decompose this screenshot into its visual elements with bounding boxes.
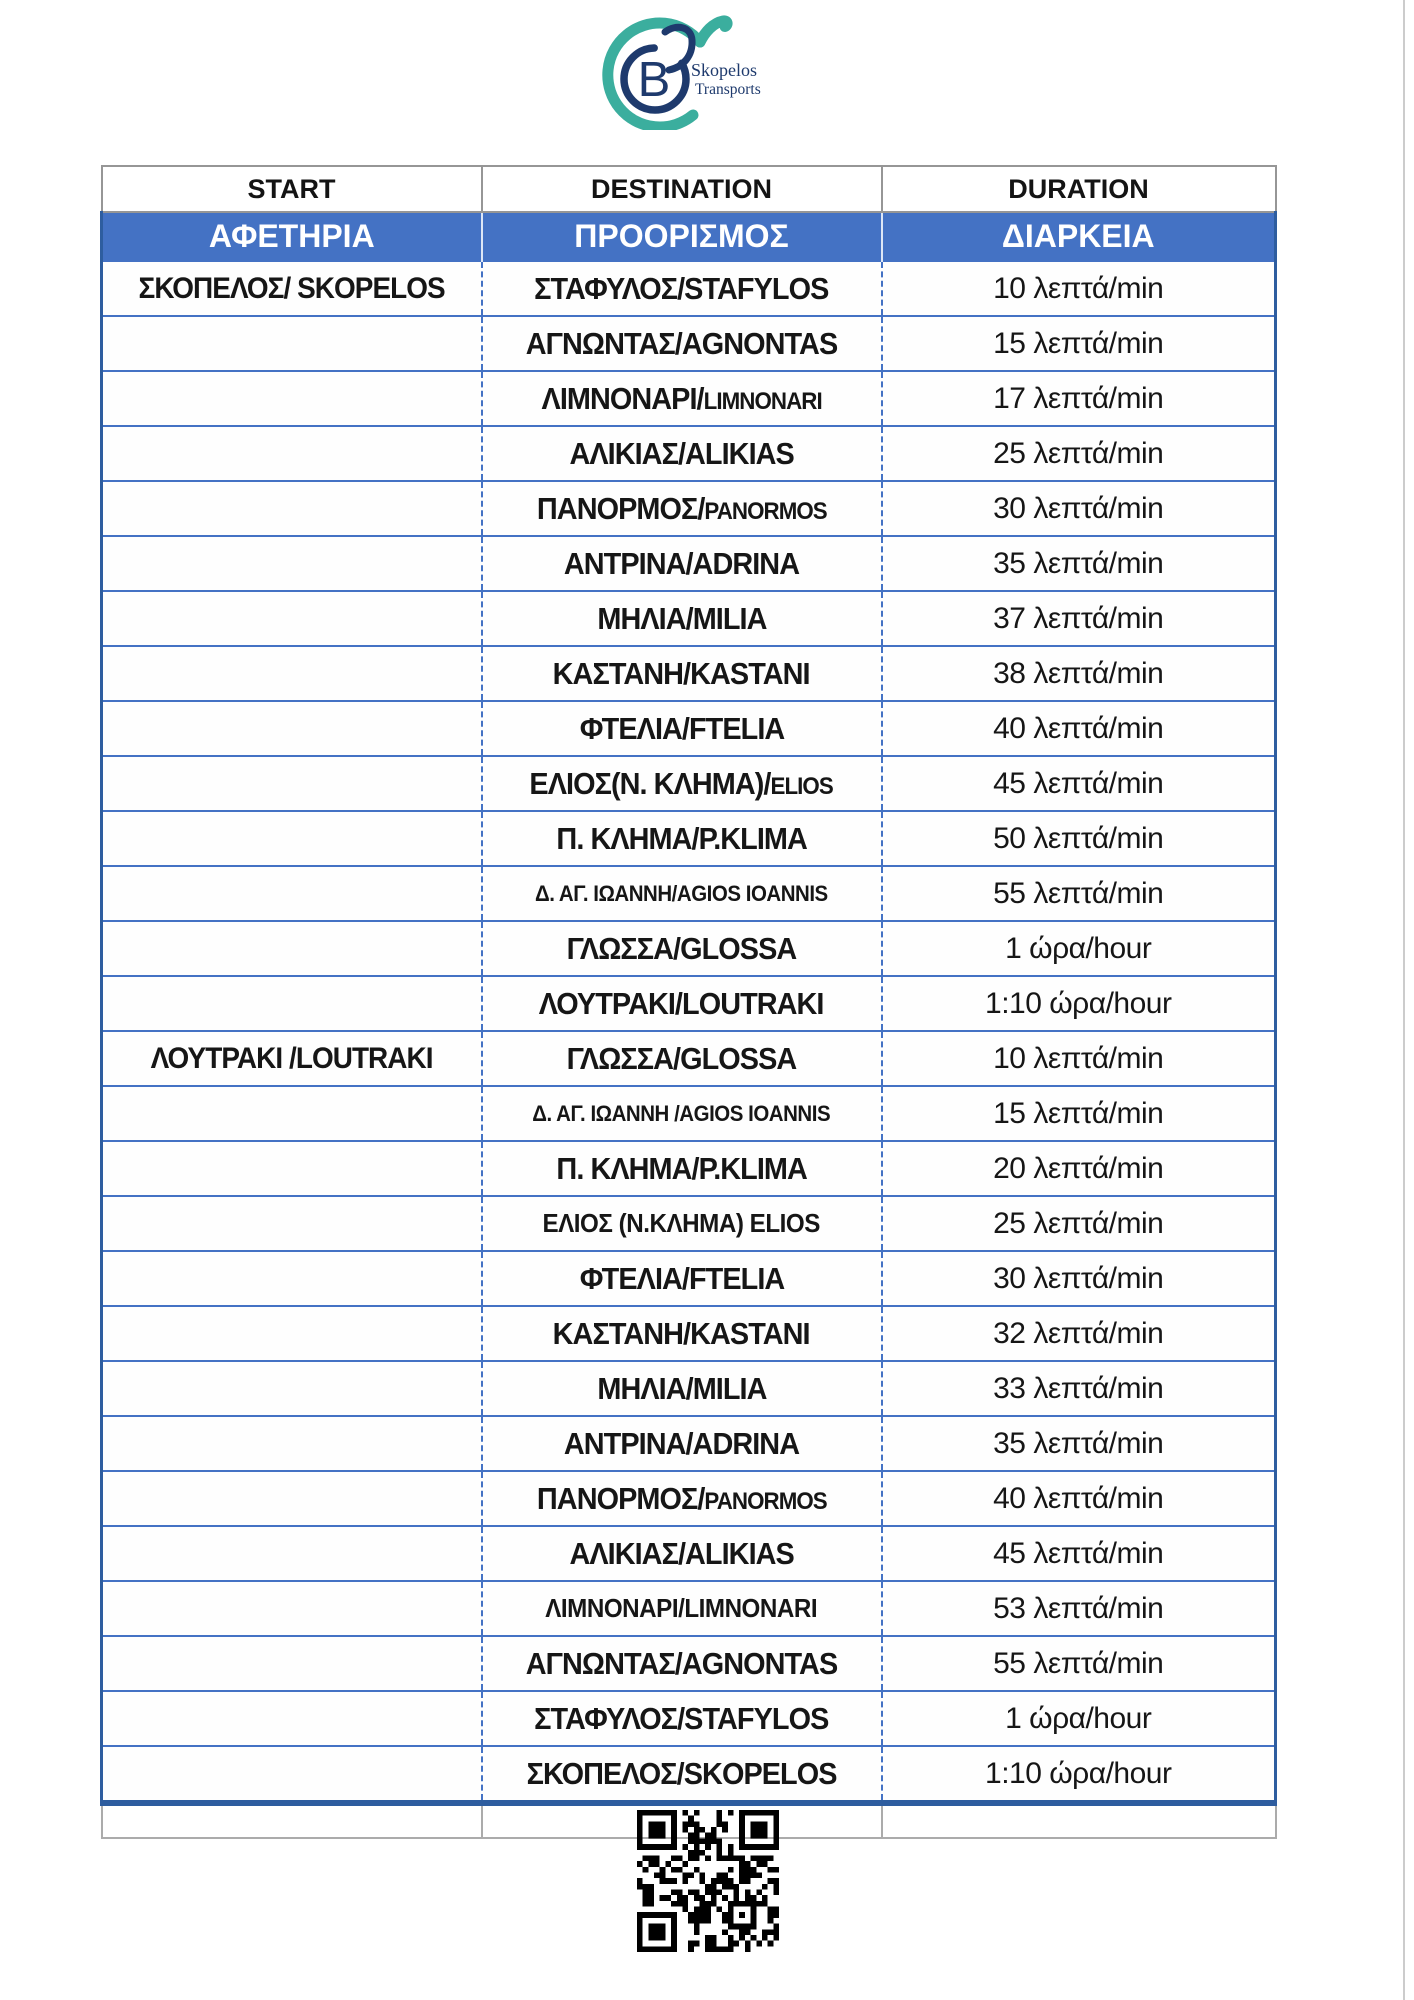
destination-cell: ΛΟΥΤΡΑΚΙ/LOUTRAKI <box>482 976 882 1031</box>
table-row <box>102 1471 1276 1526</box>
duration-cell: 10 λεπτά/min <box>882 261 1276 316</box>
start-cell <box>102 866 482 921</box>
duration-cell: 50 λεπτά/min <box>882 811 1276 866</box>
duration-cell: 40 λεπτά/min <box>882 701 1276 756</box>
start-cell <box>102 536 482 591</box>
destination-cell: ΚΑΣΤΑΝΗ/KASTANI <box>482 1306 882 1361</box>
destination-cell: Δ. ΑΓ. ΙΩΑΝΝΗ/AGIOS IOANNIS <box>482 866 882 921</box>
start-cell: ΣΚΟΠΕΛΟΣ/ SKOPELOS <box>102 261 482 316</box>
destination-cell: ΕΛΙΟΣ(Ν. ΚΛΗΜΑ)/ELIOS <box>482 756 882 811</box>
destination-cell: ΑΓΝΩΝΤΑΣ/AGNONTAS <box>482 316 882 371</box>
table-row <box>102 536 1276 591</box>
destination-cell: ΑΛΙΚΙΑΣ/ALIKIAS <box>482 1526 882 1581</box>
start-cell <box>102 1306 482 1361</box>
destination-cell: Δ. ΑΓ. ΙΩΑΝΝΗ /AGIOS IOANNIS <box>482 1086 882 1141</box>
table-row <box>102 866 1276 921</box>
start-cell <box>102 1691 482 1746</box>
col-header-duration: DURATION <box>882 166 1276 212</box>
duration-cell: 37 λεπτά/min <box>882 591 1276 646</box>
table-row <box>102 1251 1276 1306</box>
table-row <box>102 1691 1276 1746</box>
table-row <box>102 1416 1276 1471</box>
duration-cell: 53 λεπτά/min <box>882 1581 1276 1636</box>
destination-cell: Π. ΚΛΗΜΑ/P.KLIMA <box>482 1141 882 1196</box>
empty-cell <box>882 1803 1276 1838</box>
brand-name-line1: Skopelos <box>691 60 758 80</box>
table-row <box>102 646 1276 701</box>
duration-cell: 30 λεπτά/min <box>882 481 1276 536</box>
duration-cell: 35 λεπτά/min <box>882 1416 1276 1471</box>
destination-cell: ΑΛΙΚΙΑΣ/ALIKIAS <box>482 426 882 481</box>
table-row <box>102 1196 1276 1251</box>
duration-cell: 1:10 ώρα/hour <box>882 1746 1276 1803</box>
duration-cell: 40 λεπτά/min <box>882 1471 1276 1526</box>
destination-cell: ΠΑΝΟΡΜΟΣ/PANORMOS <box>482 1471 882 1526</box>
duration-cell: 45 λεπτά/min <box>882 756 1276 811</box>
destination-cell: ΜΗΛΙΑ/MILIA <box>482 1361 882 1416</box>
col-header-proorismos: ΠΡΟΟΡΙΣΜΟΣ <box>482 212 882 261</box>
table-row <box>102 1636 1276 1691</box>
destination-cell: ΛΙΜΝΟΝΑΡΙ/LIMNONARI <box>482 371 882 426</box>
table-row <box>102 811 1276 866</box>
start-cell <box>102 1086 482 1141</box>
table-row <box>102 316 1276 371</box>
destination-cell: ΛΙΜΝΟΝΑΡΙ/LIMNONARI <box>482 1581 882 1636</box>
start-cell <box>102 921 482 976</box>
duration-cell: 17 λεπτά/min <box>882 371 1276 426</box>
table-row <box>102 371 1276 426</box>
col-header-afetiria: ΑΦΕΤΗΡΙΑ <box>102 212 482 261</box>
duration-cell: 30 λεπτά/min <box>882 1251 1276 1306</box>
duration-cell: 45 λεπτά/min <box>882 1526 1276 1581</box>
scan-page-edge <box>1403 0 1405 2000</box>
start-cell <box>102 1416 482 1471</box>
start-cell <box>102 1471 482 1526</box>
destination-cell: ΑΝΤΡΙΝΑ/ADRINA <box>482 1416 882 1471</box>
start-cell <box>102 811 482 866</box>
table-row <box>102 701 1276 756</box>
table-row <box>102 1306 1276 1361</box>
col-header-diarkeia: ΔΙΑΡΚΕΙΑ <box>882 212 1276 261</box>
start-cell <box>102 646 482 701</box>
duration-cell: 38 λεπτά/min <box>882 646 1276 701</box>
table-row <box>102 481 1276 536</box>
destination-cell: ΕΛΙΟΣ (Ν.ΚΛΗΜΑ) ELIOS <box>482 1196 882 1251</box>
table-row <box>102 976 1276 1031</box>
table-row <box>102 1361 1276 1416</box>
duration-cell: 55 λεπτά/min <box>882 866 1276 921</box>
start-cell <box>102 1526 482 1581</box>
table-row <box>102 1141 1276 1196</box>
logo-monogram: B <box>637 53 671 107</box>
duration-cell: 1 ώρα/hour <box>882 1691 1276 1746</box>
table-row <box>102 426 1276 481</box>
start-cell <box>102 756 482 811</box>
table-row <box>102 591 1276 646</box>
duration-cell: 55 λεπτά/min <box>882 1636 1276 1691</box>
destination-cell: ΦΤΕΛΙΑ/FTELIA <box>482 1251 882 1306</box>
start-cell <box>102 426 482 481</box>
start-cell <box>102 1251 482 1306</box>
start-cell <box>102 1581 482 1636</box>
destination-cell: ΣΚΟΠΕΛΟΣ/SKOPELOS <box>482 1746 882 1803</box>
start-cell <box>102 1746 482 1803</box>
duration-cell: 1 ώρα/hour <box>882 921 1276 976</box>
table-row <box>102 261 1276 316</box>
destination-cell: ΚΑΣΤΑΝΗ/KASTANI <box>482 646 882 701</box>
start-cell <box>102 481 482 536</box>
duration-cell: 33 λεπτά/min <box>882 1361 1276 1416</box>
destination-cell: ΣΤΑΦΥΛΟΣ/STAFYLOS <box>482 1691 882 1746</box>
destination-cell: ΦΤΕΛΙΑ/FTELIA <box>482 701 882 756</box>
duration-cell: 1:10 ώρα/hour <box>882 976 1276 1031</box>
start-cell <box>102 1141 482 1196</box>
start-cell <box>102 316 482 371</box>
duration-cell: 32 λεπτά/min <box>882 1306 1276 1361</box>
destination-cell: ΓΛΩΣΣΑ/GLOSSA <box>482 1031 882 1086</box>
table-row <box>102 921 1276 976</box>
duration-cell: 20 λεπτά/min <box>882 1141 1276 1196</box>
destination-cell: ΓΛΩΣΣΑ/GLOSSA <box>482 921 882 976</box>
header-row-gr <box>102 212 1276 261</box>
duration-cell: 35 λεπτά/min <box>882 536 1276 591</box>
start-cell: ΛΟΥΤΡΑΚΙ /LOUTRAKI <box>102 1031 482 1086</box>
table-row <box>102 1746 1276 1803</box>
start-cell <box>102 371 482 426</box>
duration-cell: 25 λεπτά/min <box>882 426 1276 481</box>
start-cell <box>102 1636 482 1691</box>
duration-cell: 25 λεπτά/min <box>882 1196 1276 1251</box>
col-header-destination: DESTINATION <box>482 166 882 212</box>
duration-cell: 10 λεπτά/min <box>882 1031 1276 1086</box>
start-cell <box>102 1361 482 1416</box>
destination-cell: ΜΗΛΙΑ/MILIA <box>482 591 882 646</box>
destination-cell: ΑΝΤΡΙΝΑ/ADRINA <box>482 536 882 591</box>
destination-cell: ΠΑΝΟΡΜΟΣ/PANORMOS <box>482 481 882 536</box>
table-row <box>102 1581 1276 1636</box>
table-row <box>102 1086 1276 1141</box>
duration-cell: 15 λεπτά/min <box>882 316 1276 371</box>
header-row-en <box>102 166 1276 212</box>
qr-code <box>637 1810 779 1952</box>
table-row <box>102 1526 1276 1581</box>
destination-cell: Π. ΚΛΗΜΑ/P.KLIMA <box>482 811 882 866</box>
duration-cell: 15 λεπτά/min <box>882 1086 1276 1141</box>
start-cell <box>102 1196 482 1251</box>
brand-name-line2: Transports <box>695 81 761 98</box>
destination-cell: ΑΓΝΩΝΤΑΣ/AGNONTAS <box>482 1636 882 1691</box>
start-cell <box>102 591 482 646</box>
brand-logo <box>555 5 855 130</box>
table-row <box>102 1031 1276 1086</box>
table-row <box>102 756 1276 811</box>
start-cell <box>102 976 482 1031</box>
logo-mark-icon <box>555 5 855 130</box>
destination-cell: ΣΤΑΦΥΛΟΣ/STAFYLOS <box>482 261 882 316</box>
empty-cell <box>102 1803 482 1838</box>
start-cell <box>102 701 482 756</box>
col-header-start: START <box>102 166 482 212</box>
timetable <box>100 165 1277 1839</box>
